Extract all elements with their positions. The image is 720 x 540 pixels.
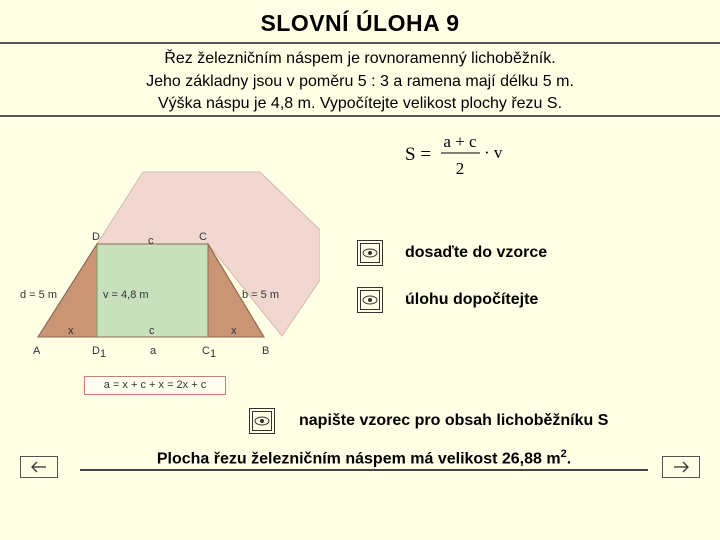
hint-3-button[interactable]: [249, 408, 275, 434]
hint-2-label: úlohu dopočítejte: [405, 291, 539, 308]
arrow-right-icon: [672, 461, 690, 473]
formula-rhs: · v: [484, 143, 503, 162]
problem-line-1: Řez železničním náspem je rovnoramenný lichoběžník.: [164, 50, 556, 67]
formula-numerator: a + c: [443, 132, 477, 151]
label-a-bottom: a: [150, 345, 157, 357]
answer-text: Plocha řezu železničním náspem má velikost 26,88 m: [156, 450, 561, 468]
hint-3-label: napište vzorec pro obsah lichoběžníku S: [299, 412, 609, 429]
label-D1-subscript: 1: [100, 348, 107, 360]
previous-button[interactable]: [20, 456, 58, 478]
problem-line-3: Výška náspu je 4,8 m. Vypočítejte velikost plochy řezu S.: [157, 95, 563, 112]
eye-icon: [254, 416, 270, 426]
hint-2-button[interactable]: [357, 287, 383, 313]
answer-line: [80, 448, 648, 471]
answer-tail: .: [566, 450, 572, 468]
label-c-top: c: [148, 235, 154, 247]
problem-statement: [0, 48, 720, 116]
label-height: v = 4,8 m: [103, 289, 149, 301]
hint-1-label: dosaďte do vzorce: [405, 244, 548, 261]
problem-divider: [0, 115, 720, 117]
label-c-bottom: c: [149, 325, 155, 337]
base-relation-box: a = x + c + x = 2x + c: [84, 376, 226, 395]
label-B: B: [262, 345, 270, 357]
title-divider: [0, 42, 720, 44]
label-D: D: [92, 231, 100, 243]
label-d-side: d = 5 m: [20, 289, 57, 301]
next-button[interactable]: [662, 456, 700, 478]
label-C1: C: [202, 345, 210, 357]
page-title: SLOVNÍ ÚLOHA 9: [260, 10, 460, 36]
hint-1-button[interactable]: [357, 240, 383, 266]
eye-icon: [362, 295, 378, 305]
embankment-diagram: [0, 170, 320, 400]
trapezoid-area-formula: [395, 128, 515, 180]
label-A: A: [33, 345, 41, 357]
arrow-left-icon: [30, 461, 48, 473]
label-x-right: x: [231, 325, 237, 337]
formula-lhs: S =: [405, 144, 432, 165]
label-D1: D: [92, 345, 100, 357]
label-C1-subscript: 1: [210, 348, 217, 360]
problem-line-2: Jeho základny jsou v poměru 5 : 3 a ramena mají délku 5 m.: [146, 72, 574, 90]
label-C: C: [199, 231, 207, 243]
answer-unit-exponent: 2: [560, 448, 567, 460]
label-b-side: b = 5 m: [242, 289, 279, 301]
eye-icon: [362, 248, 378, 258]
formula-denominator: 2: [455, 159, 465, 178]
label-x-left: x: [68, 325, 74, 337]
